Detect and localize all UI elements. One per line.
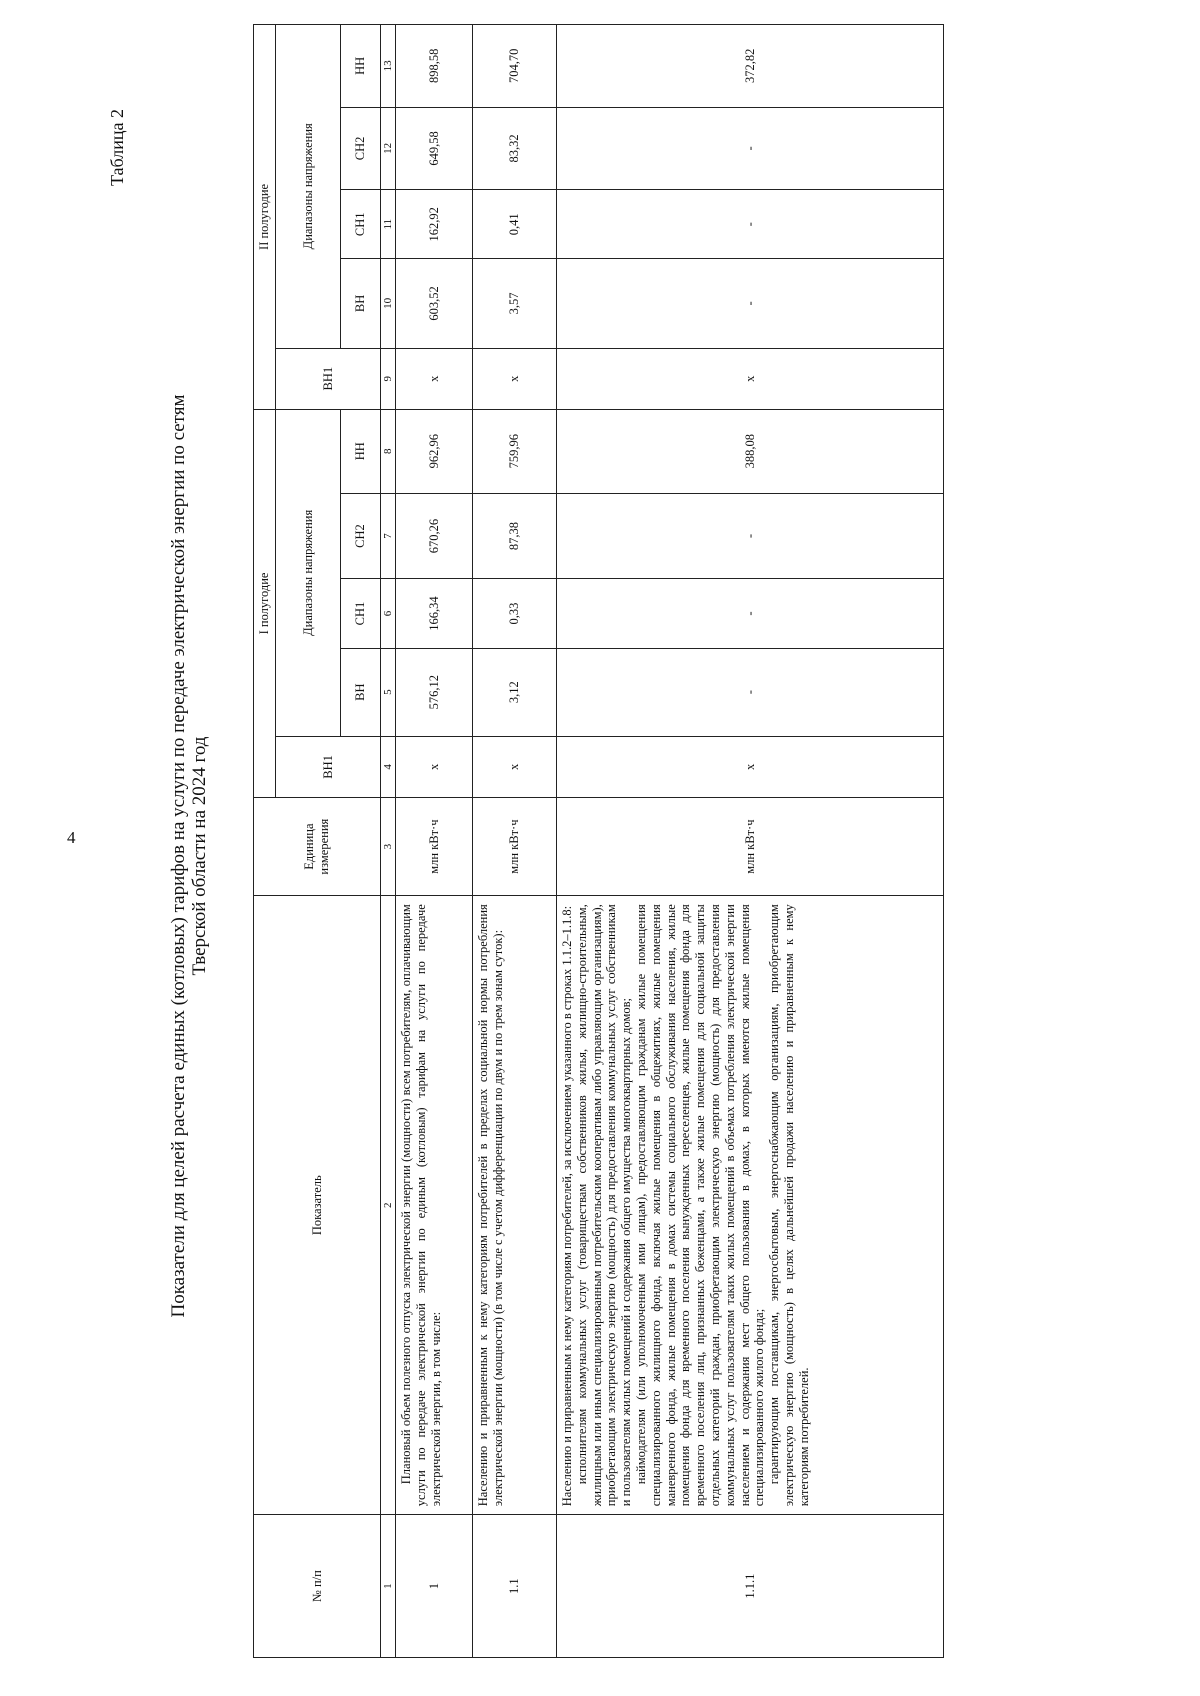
row-indicator-text: Плановый объем полезного отпуска электрической энергии (мощности) всем потребителям, оплачивающим услуги по передаче электрической энергии по единым (котловым) тарифам на услуги по передаче электрической энергии, в том числе: — [399, 904, 443, 1507]
row-indicator-text: Населению и приравненным к нему категориям потребителей в пределах социальной нормы потребления электрической энергии (мощности) (в том числе с учетом дифференциации по двум и по трем зонам суток): — [476, 904, 505, 1507]
header-h2-sn1: СН1 — [341, 190, 381, 259]
cell-h2-vn: - — [557, 259, 944, 348]
row-unit: млн кВт·ч — [473, 798, 557, 896]
row-indicator — [396, 896, 473, 1515]
cell-h2-nn: 898,58 — [396, 25, 473, 108]
cell-h1-sn2: 87,38 — [473, 493, 557, 579]
header-h2-sn2: СН2 — [341, 107, 381, 190]
cell-h2-vn1: х — [396, 348, 473, 409]
header-h2-vn: ВН — [341, 259, 381, 348]
row-indicator-text: исполнителям коммунальных услуг (товариществам собственников жилья, жилищно-строительным, жилищным или иным специализированным потребительским кооперативам либо управляющим организациям), приобретающим электрическую энергию (мощность) для предоставления коммунальных услуг собственникам и пользователям жилых помещений и содержания общего имущества многоквартирных домов; — [574, 904, 634, 1507]
cell-h1-vn1: х — [473, 736, 557, 797]
header-h1-nn: НН — [341, 409, 381, 493]
cell-h2-vn: 603,52 — [396, 259, 473, 348]
col-index: 12 — [381, 107, 396, 190]
col-index: 5 — [381, 648, 396, 736]
document-title — [168, 26, 210, 1686]
row-indicator-text: гарантирующим поставщикам, энергосбытовым, энергоснабжающим организациям, приобретающим электрическую энергию (мощность) в целях дальнейшей продажи населению и приравненным к нему категориям потребителей. — [767, 904, 811, 1507]
row-num: 1.1.1 — [557, 1515, 944, 1658]
table-row — [557, 25, 944, 1658]
title-line-2: Тверской области на 2024 год — [189, 736, 210, 976]
header-half-1: I полугодие — [254, 409, 276, 797]
col-index: 7 — [381, 493, 396, 579]
cell-h1-sn1: 166,34 — [396, 579, 473, 648]
header-half-2: II полугодие — [254, 25, 276, 410]
col-index: 11 — [381, 190, 396, 259]
col-index: 3 — [381, 798, 396, 896]
header-h1-sn2: СН2 — [341, 493, 381, 579]
column-index-row — [381, 25, 396, 1658]
cell-h1-vn: 3,12 — [473, 648, 557, 736]
cell-h2-vn1: х — [473, 348, 557, 409]
cell-h2-nn: 372,82 — [557, 25, 944, 108]
row-num: 1.1 — [473, 1515, 557, 1658]
cell-h1-nn: 962,96 — [396, 409, 473, 493]
cell-h1-vn1: х — [557, 736, 944, 797]
col-index: 9 — [381, 348, 396, 409]
cell-h2-nn: 704,70 — [473, 25, 557, 108]
header-h2-nn: НН — [341, 25, 381, 108]
row-unit: млн кВт·ч — [557, 798, 944, 896]
cell-h1-vn: 576,12 — [396, 648, 473, 736]
col-index: 4 — [381, 736, 396, 797]
row-indicator — [557, 896, 944, 1515]
cell-h1-sn2: - — [557, 493, 944, 579]
table-body — [254, 25, 944, 1658]
cell-h2-sn1: 162,92 — [396, 190, 473, 259]
cell-h2-sn2: - — [557, 107, 944, 190]
cell-h2-sn2: 649,58 — [396, 107, 473, 190]
table-row — [473, 25, 557, 1658]
header-h1-ranges: Диапазоны напряжения — [276, 409, 341, 736]
col-index: 6 — [381, 579, 396, 648]
header-unit: Единица измерения — [254, 798, 381, 896]
cell-h1-vn1: х — [396, 736, 473, 797]
cell-h1-nn: 388,08 — [557, 409, 944, 493]
header-h1-vn1: ВН1 — [276, 736, 381, 797]
indicators-table — [253, 24, 944, 1658]
table-number: Таблица 2 — [107, 109, 127, 186]
cell-h1-sn1: - — [557, 579, 944, 648]
cell-h1-sn2: 670,26 — [396, 493, 473, 579]
header-indicator: Показатель — [254, 896, 381, 1515]
col-index: 1 — [381, 1515, 396, 1658]
title-line-1: Показатели для целей расчета единых (котловых) тарифов на услуги по передаче электрической энергии по сетям — [168, 394, 189, 1318]
header-h1-sn1: СН1 — [341, 579, 381, 648]
cell-h1-sn1: 0,33 — [473, 579, 557, 648]
table-row — [396, 25, 473, 1658]
row-indicator — [473, 896, 557, 1515]
cell-h1-vn: - — [557, 648, 944, 736]
cell-h2-vn: 3,57 — [473, 259, 557, 348]
header-h1-vn: ВН — [341, 648, 381, 736]
header-h2-ranges: Диапазоны напряжения — [276, 25, 341, 349]
cell-h2-sn2: 83,32 — [473, 107, 557, 190]
row-indicator-text: наймодателям (или уполномоченным ими лицам), предоставляющим гражданам жилые помещения специализированного жилищного фонда, включая жилые помещения в общежитиях, жилые помещения маневренного фонда, жилые помещения в домах системы социального обслуживания населения, жилые помещения фонда для временного поселения вынужденных переселенцев, жилые помещения фонда для временного поселения лиц, признанных беженцами, а также жилые помещения для социальной защиты отдельных категорий граждан, приобретающим электрическую энергию (мощность) для предоставления коммунальных услуг пользователям таких жилых помещений в объемах потребления электрической энергии населением и содержания мест общего пользования в домах, в которых имеются жилые помещения специализированного жилого фонда; — [633, 904, 767, 1507]
col-index: 2 — [381, 896, 396, 1515]
row-num: 1 — [396, 1515, 473, 1658]
col-index: 8 — [381, 409, 396, 493]
cell-h2-sn1: - — [557, 190, 944, 259]
header-num: № п/п — [254, 1515, 381, 1658]
col-index: 10 — [381, 259, 396, 348]
page-number: 4 — [67, 828, 76, 847]
row-indicator-text: Населению и приравненным к нему категориям потребителей, за исключением указанного в строках 1.1.2–1.1.8: — [560, 905, 574, 1507]
col-index: 13 — [381, 25, 396, 108]
header-h2-vn1: ВН1 — [276, 348, 381, 409]
row-unit: млн кВт·ч — [396, 798, 473, 896]
cell-h2-sn1: 0,41 — [473, 190, 557, 259]
cell-h1-nn: 759,96 — [473, 409, 557, 493]
cell-h2-vn1: х — [557, 348, 944, 409]
